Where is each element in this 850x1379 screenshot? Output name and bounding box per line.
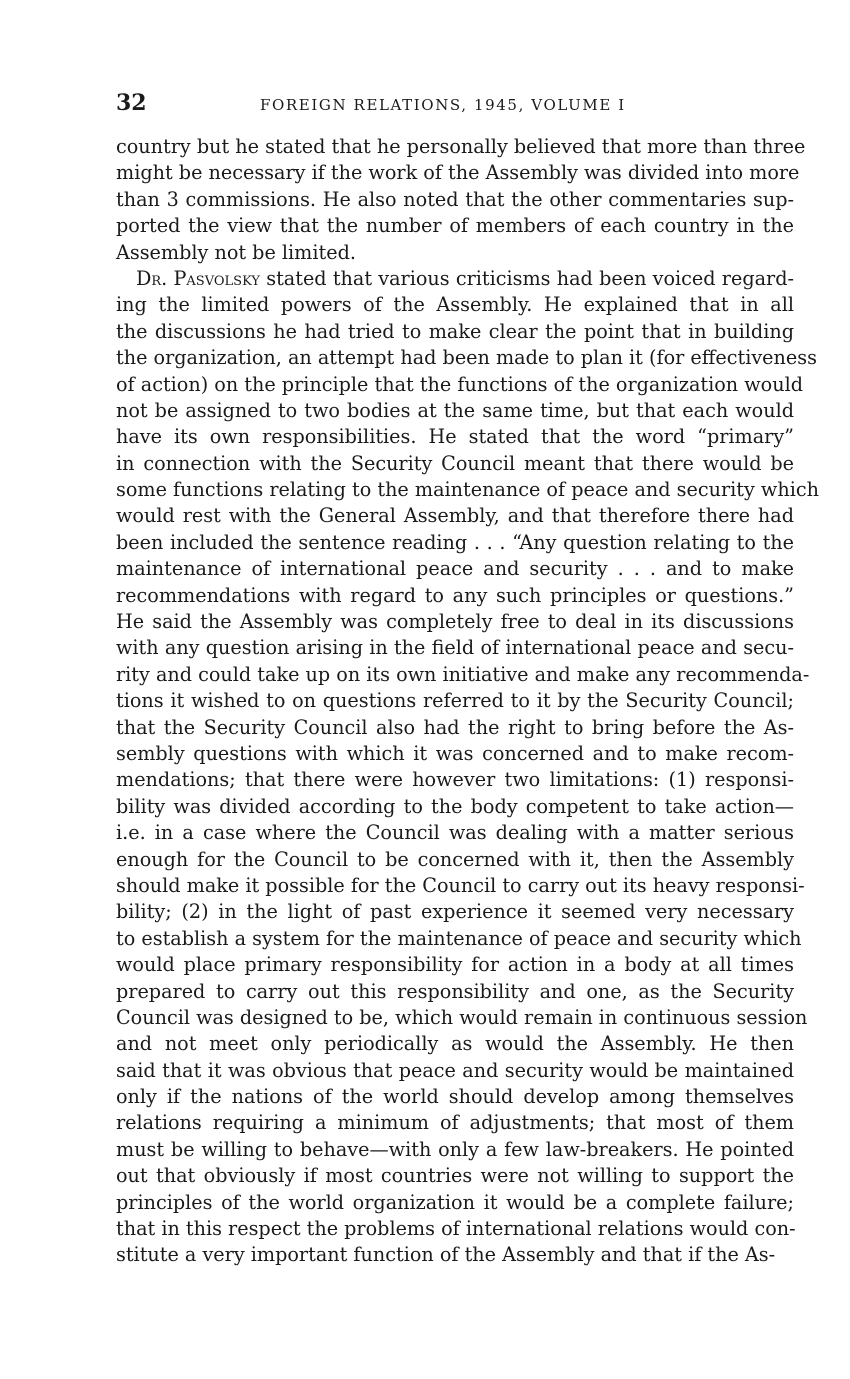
text-line: Assembly not be limited. — [116, 240, 356, 264]
text-line: bility; (2) in the light of past experience it seemed very necessary — [116, 900, 794, 924]
text-line: that in this respect the problems of international relations would con- — [116, 1217, 796, 1241]
text-line: with any question arising in the field of international peace and secu- — [116, 636, 794, 660]
paragraph-first-line — [116, 266, 794, 292]
text-line: of action) on the principle that the functions of the organization would — [116, 372, 803, 396]
text-line: tions it wished to on questions referred to it by the Security Council; — [116, 689, 794, 713]
text-line: said that it was obvious that peace and security would be maintained — [116, 1058, 794, 1082]
speaker-name: Dr. Pasvolsky — [136, 266, 261, 290]
running-head: FOREIGN RELATIONS, 1945, VOLUME I — [260, 96, 626, 114]
text-line: i.e. in a case where the Council was dealing with a matter serious — [116, 821, 794, 845]
text-line: recommendations with regard to any such principles or questions.” — [116, 583, 794, 607]
text-line: in connection with the Security Council meant that there would be — [116, 451, 794, 475]
text-line: out that obviously if most countries were not willing to support the — [116, 1164, 794, 1188]
text-line: stitute a very important function of the Assembly and that if the As- — [116, 1243, 776, 1267]
text-line: ported the view that the number of members of each country in the — [116, 214, 794, 238]
text-line: mendations; that there were however two limitations: (1) responsi- — [116, 768, 794, 792]
text-line: principles of the world organization it would be a complete failure; — [116, 1190, 794, 1214]
text-line: only if the nations of the world should develop among themselves — [116, 1085, 794, 1109]
text-segment: stated that various criticisms had been voiced regard- — [260, 266, 794, 290]
page-header — [116, 86, 796, 120]
text-line: been included the sentence reading . . . “Any question relating to the — [116, 530, 794, 554]
text-line: might be necessary if the work of the Assembly was divided into more — [116, 161, 800, 185]
page-number: 32 — [116, 90, 147, 116]
text-line: would rest with the General Assembly, and that therefore there had — [116, 504, 794, 528]
body-text — [116, 134, 819, 1269]
text-line: prepared to carry out this responsibility and one, as the Security — [116, 979, 794, 1003]
text-line: country but he stated that he personally believed that more than three — [116, 135, 806, 158]
text-line: must be willing to behave—with only a few law-breakers. He pointed — [116, 1137, 794, 1161]
text-line: would place primary responsibility for action in a body at all times — [116, 953, 794, 977]
text-line: the organization, an attempt had been made to plan it (for effectiveness — [116, 346, 817, 370]
text-line: He said the Assembly was completely free to deal in its discussions — [116, 610, 794, 634]
text-line: should make it possible for the Council to carry out its heavy responsi- — [116, 873, 805, 897]
text-line: sembly questions with which it was concerned and to make recom- — [116, 741, 794, 765]
text-line: not be assigned to two bodies at the same time, but that each would — [116, 398, 794, 422]
text-line: maintenance of international peace and security . . . and to make — [116, 557, 794, 581]
text-line: have its own responsibilities. He stated that the word “primary” — [116, 425, 794, 449]
text-line: and not meet only periodically as would the Assembly. He then — [116, 1032, 794, 1056]
text-line: to establish a system for the maintenance of peace and security which — [116, 926, 802, 950]
text-line: Council was designed to be, which would remain in continuous session — [116, 1005, 808, 1029]
text-line: rity and could take up on its own initiative and make any recommenda- — [116, 662, 810, 686]
text-line: relations requiring a minimum of adjustments; that most of them — [116, 1111, 794, 1135]
text-line: than 3 commissions. He also noted that the other commentaries sup- — [116, 187, 794, 211]
text-line: the discussions he had tried to make clear the point that in building — [116, 319, 794, 343]
text-line: ing the limited powers of the Assembly. He explained that in all — [116, 293, 794, 317]
text-line: enough for the Council to be concerned with it, then the Assembly — [116, 847, 794, 871]
text-line: that the Security Council also had the right to bring before the As- — [116, 715, 794, 739]
text-line: some functions relating to the maintenance of peace and security which — [116, 478, 819, 502]
text-line: bility was divided according to the body competent to take action— — [116, 794, 794, 818]
